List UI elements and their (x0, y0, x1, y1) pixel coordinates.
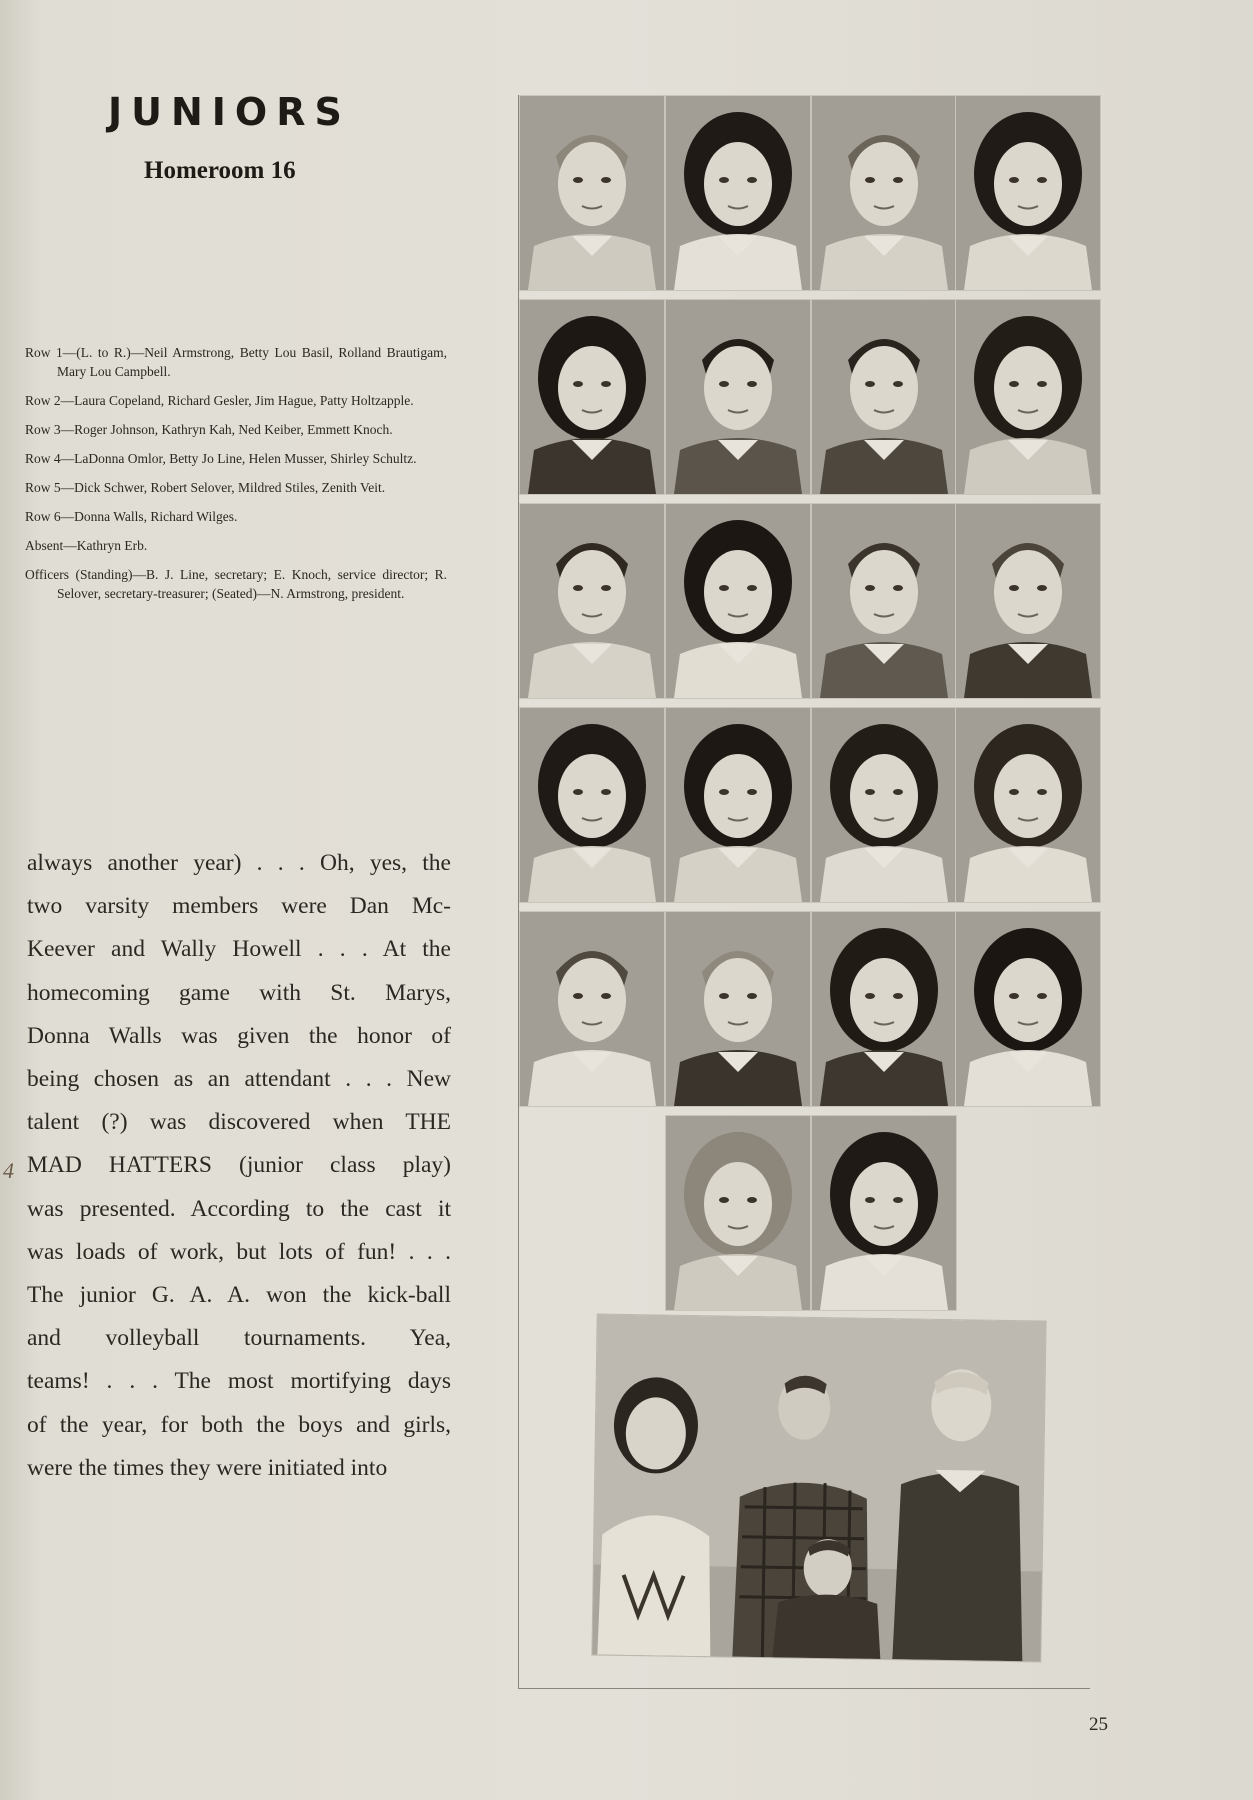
photo-caption (25, 343, 447, 603)
body-line: was presented. According to the cast it (27, 1195, 451, 1222)
student-portrait (666, 96, 810, 290)
body-line: and volleyball tournaments. Yea, (27, 1325, 451, 1352)
body-line: homecoming game with St. Marys, (27, 979, 451, 1006)
caption-row-1: Row 1—(L. to R.)—Neil Armstrong, Betty Lou Basil, Rolland Brautigam, Mary Lou Campbell. (25, 345, 447, 379)
caption-row-6: Row 6—Donna Walls, Richard Wilges. (25, 509, 238, 524)
body-line: of the year, for both the boys and girls, (27, 1411, 451, 1438)
student-portrait (666, 912, 810, 1106)
caption-row-4: Row 4—LaDonna Omlor, Betty Jo Line, Helen Musser, Shirley Schultz. (25, 451, 417, 466)
student-portrait (666, 300, 810, 494)
student-portrait (812, 708, 956, 902)
student-portrait (956, 504, 1100, 698)
student-portrait (812, 1116, 956, 1310)
student-portrait (520, 912, 664, 1106)
student-portrait (956, 300, 1100, 494)
body-line: The junior G. A. A. won the kick-ball (27, 1282, 451, 1309)
student-portrait (956, 96, 1100, 290)
student-portrait (812, 912, 956, 1106)
photo-panel-border (518, 95, 519, 1689)
page-title: JUNIORS (108, 90, 351, 134)
caption-absent: Absent—Kathryn Erb. (25, 538, 148, 553)
handwritten-margin-note: 4 (3, 1158, 14, 1183)
body-line: Keever and Wally Howell . . . At the (27, 936, 451, 963)
caption-row-2: Row 2—Laura Copeland, Richard Gesler, Jim Hague, Patty Holtzapple. (25, 393, 414, 408)
caption-row-5: Row 5—Dick Schwer, Robert Selover, Mildred Stiles, Zenith Veit. (25, 480, 386, 495)
student-portrait (520, 708, 664, 902)
officers-group-photo (592, 1315, 1045, 1662)
student-portrait (520, 300, 664, 494)
page-subtitle: Homeroom 16 (144, 157, 296, 184)
student-portrait (520, 504, 664, 698)
student-portrait (812, 504, 956, 698)
page-number: 25 (1089, 1714, 1108, 1735)
student-portrait (812, 96, 956, 290)
student-portrait (520, 96, 664, 290)
student-portrait (812, 300, 956, 494)
body-line: were the times they were initiated into (27, 1454, 388, 1481)
caption-row-3: Row 3—Roger Johnson, Kathryn Kah, Ned Keiber, Emmett Knoch. (25, 422, 393, 437)
student-portrait (666, 708, 810, 902)
student-portrait (666, 1116, 810, 1310)
body-line: always another year) . . . Oh, yes, the (27, 850, 451, 876)
body-text (27, 842, 451, 1490)
body-line: was loads of work, but lots of fun! . . . (27, 1238, 451, 1265)
student-portrait (666, 504, 810, 698)
student-portrait (956, 912, 1100, 1106)
caption-officers: Officers (Standing)—B. J. Line, secretary; E. Knoch, service director; R. Selover, secretary-treasurer; (Seated)—N. Armstrong, president. (25, 567, 447, 601)
body-line: teams! . . . The most mortifying days (27, 1368, 451, 1395)
body-line: talent (?) was discovered when THE (27, 1109, 451, 1136)
body-line: two varsity members were Dan Mc- (27, 893, 451, 920)
body-line: being chosen as an attendant . . . New (27, 1066, 451, 1093)
body-line: MAD HATTERS (junior class play) (27, 1152, 451, 1179)
photo-panel-border-bottom (518, 1688, 1090, 1689)
body-line: Donna Walls was given the honor of (27, 1022, 451, 1049)
student-portrait (956, 708, 1100, 902)
